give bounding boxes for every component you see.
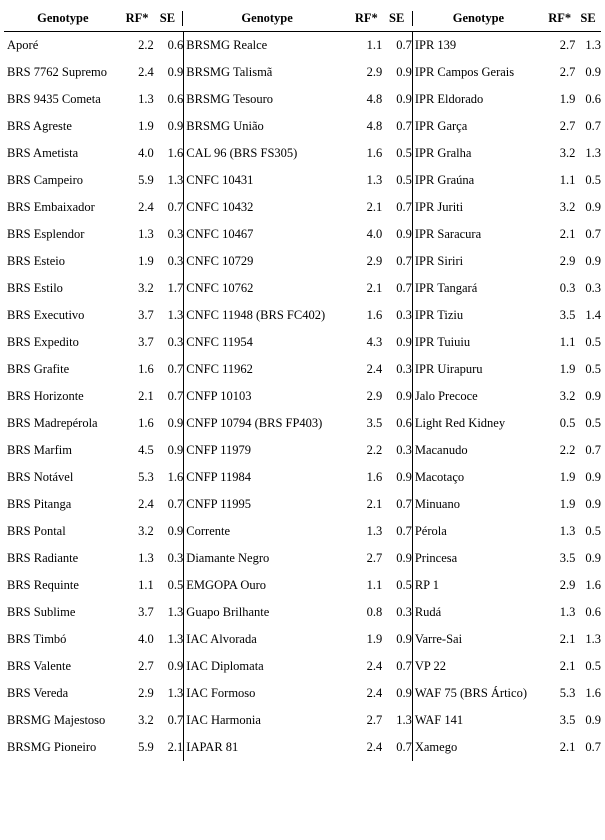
rf-cell: 3.7	[138, 335, 154, 349]
genotype-cell: BRS Grafite	[7, 362, 70, 376]
rf-cell: 1.9	[138, 119, 154, 133]
rf-cell: 2.4	[138, 200, 154, 214]
se-cell: 0.6	[585, 92, 601, 106]
header-genotype: Genotype	[412, 11, 545, 26]
rf-cell: 3.5	[559, 713, 576, 727]
rf-cell: 2.9	[366, 389, 383, 403]
rf-cell: 2.9	[366, 254, 383, 268]
se-cell: 0.9	[585, 200, 601, 214]
rf-cell: 2.9	[559, 578, 576, 592]
header-rf: RF*	[354, 11, 378, 25]
rf-cell: 4.0	[366, 227, 383, 241]
rf-cell: 4.5	[138, 443, 154, 457]
rf-cell: 1.9	[559, 497, 576, 511]
se-cell: 0.7	[585, 227, 601, 241]
genotype-cell: IAPAR 81	[186, 740, 239, 754]
genotype-cell: BRS Agreste	[7, 119, 72, 133]
se-cell: 0.9	[585, 551, 601, 565]
genotype-cell: CNFP 11984	[186, 470, 252, 484]
rf-cell: 3.5	[559, 551, 576, 565]
se-cell: 0.5	[585, 524, 601, 538]
rf-cell: 3.7	[138, 308, 154, 322]
se-cell: 0.7	[167, 497, 184, 511]
rf-cell: 3.2	[138, 713, 154, 727]
genotype-cell: BRSMG Talismã	[186, 65, 273, 79]
rf-cell: 1.9	[559, 470, 576, 484]
rf-cell: 3.2	[138, 524, 154, 538]
table-row	[4, 437, 601, 464]
rf-cell: 4.8	[366, 119, 383, 133]
header-genotype: Genotype	[182, 11, 350, 26]
genotype-cell: IPR 139	[414, 38, 457, 52]
header-se: SE	[580, 11, 596, 25]
se-cell: 0.3	[167, 254, 184, 268]
genotype-cell: BRSMG União	[186, 119, 264, 133]
se-cell: 0.7	[396, 497, 412, 511]
se-cell: 0.9	[396, 335, 412, 349]
rf-cell: 2.7	[138, 659, 154, 673]
genotype-cell: BRSMG Tesouro	[186, 92, 274, 106]
se-cell: 0.9	[585, 470, 601, 484]
se-cell: 1.3	[167, 605, 184, 619]
se-cell: 0.9	[396, 551, 412, 565]
rf-cell: 3.7	[138, 605, 154, 619]
genotype-cell: BRS Esplendor	[7, 227, 85, 241]
table-row	[4, 59, 601, 86]
se-cell: 0.5	[167, 578, 184, 592]
rf-cell: 3.2	[138, 281, 154, 295]
genotype-cell: BRS Campeiro	[7, 173, 84, 187]
se-cell: 1.3	[167, 632, 184, 646]
se-cell: 1.3	[585, 38, 601, 52]
se-cell: 0.3	[167, 551, 184, 565]
rf-cell: 1.1	[559, 173, 576, 187]
rf-cell: 5.9	[138, 173, 154, 187]
rf-cell: 0.8	[366, 605, 383, 619]
se-cell: 0.7	[585, 119, 601, 133]
se-cell: 0.3	[396, 362, 412, 376]
genotype-cell: BRS Esteio	[7, 254, 65, 268]
genotype-cell: EMGOPA Ouro	[186, 578, 267, 592]
rf-cell: 3.5	[366, 416, 383, 430]
genotype-cell: IPR Saracura	[414, 227, 482, 241]
rf-cell: 1.3	[559, 524, 576, 538]
rf-cell: 2.4	[366, 740, 383, 754]
rf-cell: 2.1	[559, 632, 576, 646]
se-cell: 0.9	[167, 119, 184, 133]
header-genotype: Genotype	[37, 11, 89, 25]
genotype-cell: IPR Garça	[414, 119, 468, 133]
genotype-cell: BRSMG Majestoso	[7, 713, 106, 727]
se-cell: 0.9	[396, 686, 412, 700]
rf-cell: 2.1	[366, 200, 383, 214]
rf-cell: 2.7	[366, 551, 383, 565]
table-row	[4, 599, 601, 626]
column-divider	[183, 32, 184, 761]
se-cell: 1.3	[396, 713, 412, 727]
rf-cell: 4.3	[366, 335, 383, 349]
rf-cell: 1.6	[138, 362, 154, 376]
rf-cell: 3.5	[559, 308, 576, 322]
rf-cell: 1.6	[366, 308, 383, 322]
rf-cell: 1.1	[366, 38, 383, 52]
genotype-cell: CNFC 11954	[186, 335, 253, 349]
genotype-cell: CAL 96 (BRS FS305)	[186, 146, 298, 160]
table-row	[4, 572, 601, 599]
se-cell: 0.6	[396, 416, 412, 430]
genotype-cell: CNFP 11979	[186, 443, 252, 457]
se-cell: 0.9	[167, 416, 184, 430]
rf-cell: 1.9	[559, 362, 576, 376]
table-header	[4, 6, 601, 32]
se-cell: 0.7	[585, 443, 601, 457]
rf-cell: 2.9	[366, 65, 383, 79]
se-cell: 0.3	[396, 605, 412, 619]
se-cell: 1.3	[585, 146, 601, 160]
genotype-cell: IAC Diplomata	[186, 659, 264, 673]
rf-cell: 1.1	[138, 578, 154, 592]
table-row	[4, 86, 601, 113]
genotype-cell: BRS Sublime	[7, 605, 76, 619]
se-cell: 0.9	[585, 497, 601, 511]
se-cell: 0.6	[167, 38, 184, 52]
rf-cell: 2.2	[559, 443, 576, 457]
table-row	[4, 707, 601, 734]
table-row	[4, 356, 601, 383]
rf-cell: 2.4	[138, 497, 154, 511]
genotype-cell: IPR Tangará	[414, 281, 478, 295]
rf-cell: 2.1	[559, 659, 576, 673]
se-cell: 0.7	[167, 389, 184, 403]
table-row	[4, 32, 601, 59]
genotype-cell: CNFP 10794 (BRS FP403)	[186, 416, 323, 430]
se-cell: 0.3	[396, 443, 412, 457]
se-cell: 0.7	[396, 200, 412, 214]
table-row	[4, 167, 601, 194]
genotype-cell: Rudá	[414, 605, 442, 619]
se-cell: 0.9	[396, 227, 412, 241]
genotype-cell: BRSMG Realce	[186, 38, 268, 52]
genotype-cell: CNFC 10431	[186, 173, 254, 187]
genotype-cell: Macanudo	[414, 443, 468, 457]
genotype-cell: CNFC 11962	[186, 362, 253, 376]
se-cell: 1.4	[585, 308, 601, 322]
se-cell: 0.6	[585, 605, 601, 619]
rf-cell: 2.4	[366, 362, 383, 376]
table-row	[4, 221, 601, 248]
rf-cell: 1.9	[138, 254, 154, 268]
genotype-cell: BRS Notável	[7, 470, 74, 484]
se-cell: 1.6	[167, 146, 184, 160]
se-cell: 1.6	[167, 470, 184, 484]
rf-cell: 5.3	[138, 470, 154, 484]
genotype-cell: CNFC 11948 (BRS FC402)	[186, 308, 326, 322]
genotype-cell: BRS Pitanga	[7, 497, 72, 511]
se-cell: 0.7	[167, 713, 184, 727]
genotype-cell: Corrente	[186, 524, 231, 538]
se-cell: 0.7	[396, 254, 412, 268]
genotype-cell: BRS Horizonte	[7, 389, 84, 403]
se-cell: 0.5	[396, 578, 412, 592]
rf-cell: 0.5	[559, 416, 576, 430]
genotype-cell: Aporé	[7, 38, 39, 52]
table-row	[4, 383, 601, 410]
rf-cell: 3.2	[559, 200, 576, 214]
se-cell: 0.9	[167, 65, 184, 79]
se-cell: 1.3	[585, 632, 601, 646]
rf-cell: 4.8	[366, 92, 383, 106]
rf-cell: 2.1	[366, 281, 383, 295]
se-cell: 0.5	[396, 146, 412, 160]
se-cell: 0.3	[585, 281, 601, 295]
se-cell: 0.9	[585, 389, 601, 403]
se-cell: 0.9	[167, 524, 184, 538]
genotype-cell: IAC Harmonia	[186, 713, 261, 727]
rf-cell: 2.1	[366, 497, 383, 511]
genotype-cell: IAC Alvorada	[186, 632, 257, 646]
genotype-cell: Princesa	[414, 551, 458, 565]
se-cell: 0.7	[396, 659, 412, 673]
genotype-cell: IPR Juriti	[414, 200, 464, 214]
genotype-cell: Varre-Sai	[414, 632, 463, 646]
table-row	[4, 653, 601, 680]
rf-cell: 2.2	[138, 38, 154, 52]
genotype-cell: BRS Ametista	[7, 146, 79, 160]
genotype-cell: BRS Vereda	[7, 686, 69, 700]
se-cell: 0.5	[585, 659, 601, 673]
genotype-cell: IPR Tuiuiu	[414, 335, 471, 349]
se-cell: 0.9	[396, 92, 412, 106]
genotype-cell: BRS Requinte	[7, 578, 79, 592]
rf-cell: 5.9	[138, 740, 154, 754]
se-cell: 0.5	[585, 335, 601, 349]
genotype-cell: CNFP 11995	[186, 497, 252, 511]
genotype-cell: BRS Radiante	[7, 551, 79, 565]
se-cell: 2.1	[167, 740, 184, 754]
genotype-cell: IPR Eldorado	[414, 92, 484, 106]
genotype-cell: BRS 7762 Supremo	[7, 65, 108, 79]
table-row	[4, 680, 601, 707]
se-cell: 0.9	[396, 389, 412, 403]
table-row	[4, 545, 601, 572]
table-row	[4, 410, 601, 437]
genotype-cell: BRS Pontal	[7, 524, 66, 538]
table-row	[4, 194, 601, 221]
genotype-table	[4, 6, 601, 761]
genotype-cell: BRS Executivo	[7, 308, 85, 322]
genotype-cell: CNFC 10467	[186, 227, 254, 241]
rf-cell: 4.0	[138, 632, 154, 646]
se-cell: 0.7	[585, 740, 601, 754]
table-row	[4, 734, 601, 761]
table-row	[4, 329, 601, 356]
rf-cell: 5.3	[559, 686, 576, 700]
genotype-cell: BRS Expedito	[7, 335, 79, 349]
rf-cell: 1.3	[138, 551, 154, 565]
genotype-cell: IPR Campos Gerais	[414, 65, 515, 79]
se-cell: 0.6	[167, 92, 184, 106]
table-row	[4, 464, 601, 491]
genotype-cell: BRS Marfim	[7, 443, 72, 457]
se-cell: 0.7	[396, 281, 412, 295]
rf-cell: 2.1	[138, 389, 154, 403]
se-cell: 0.3	[396, 308, 412, 322]
se-cell: 0.7	[167, 200, 184, 214]
rf-cell: 1.9	[366, 632, 383, 646]
genotype-cell: WAF 141	[414, 713, 464, 727]
genotype-cell: IPR Uirapuru	[414, 362, 483, 376]
genotype-cell: Xamego	[414, 740, 458, 754]
rf-cell: 2.4	[366, 686, 383, 700]
genotype-cell: IAC Formoso	[186, 686, 256, 700]
rf-cell: 3.2	[559, 146, 576, 160]
genotype-cell: Minuano	[414, 497, 460, 511]
rf-cell: 1.6	[138, 416, 154, 430]
genotype-cell: BRS Madrepérola	[7, 416, 98, 430]
se-cell: 1.3	[167, 686, 184, 700]
se-cell: 0.9	[585, 65, 601, 79]
se-cell: 0.5	[396, 173, 412, 187]
se-cell: 0.9	[396, 470, 412, 484]
table-row	[4, 140, 601, 167]
se-cell: 0.9	[396, 632, 412, 646]
rf-cell: 1.6	[366, 470, 383, 484]
genotype-cell: BRS 9435 Cometa	[7, 92, 101, 106]
rf-cell: 1.1	[366, 578, 383, 592]
table-body	[4, 32, 601, 761]
genotype-cell: Light Red Kidney	[414, 416, 506, 430]
genotype-cell: Jalo Precoce	[414, 389, 478, 403]
se-cell: 0.9	[585, 254, 601, 268]
se-cell: 1.6	[585, 686, 601, 700]
header-rf: RF*	[548, 11, 572, 25]
genotype-cell: IPR Graúna	[414, 173, 475, 187]
genotype-cell: Pérola	[414, 524, 447, 538]
genotype-cell: RP 1	[414, 578, 440, 592]
header-se: SE	[159, 11, 176, 25]
se-cell: 0.5	[585, 416, 601, 430]
column-divider	[412, 32, 413, 761]
se-cell: 0.9	[396, 65, 412, 79]
rf-cell: 2.1	[559, 740, 576, 754]
rf-cell: 1.3	[366, 524, 383, 538]
se-cell: 0.9	[585, 713, 601, 727]
header-rf: RF*	[125, 11, 149, 25]
rf-cell: 4.0	[138, 146, 154, 160]
rf-cell: 2.7	[559, 119, 576, 133]
genotype-cell: BRS Estilo	[7, 281, 63, 295]
rf-cell: 2.2	[366, 443, 383, 457]
table-row	[4, 491, 601, 518]
genotype-cell: IPR Siriri	[414, 254, 464, 268]
table-row	[4, 302, 601, 329]
genotype-cell: CNFC 10432	[186, 200, 254, 214]
se-cell: 1.6	[585, 578, 601, 592]
table-row	[4, 275, 601, 302]
rf-cell: 2.7	[559, 38, 576, 52]
genotype-cell: BRS Timbó	[7, 632, 67, 646]
rf-cell: 2.9	[559, 254, 576, 268]
genotype-cell: Diamante Negro	[186, 551, 270, 565]
rf-cell: 1.6	[366, 146, 383, 160]
table-row	[4, 626, 601, 653]
genotype-cell: IPR Gralha	[414, 146, 472, 160]
rf-cell: 2.4	[138, 65, 154, 79]
genotype-cell: IPR Tiziu	[414, 308, 464, 322]
se-cell: 1.7	[167, 281, 184, 295]
genotype-cell: BRSMG Pioneiro	[7, 740, 97, 754]
se-cell: 0.9	[167, 443, 184, 457]
genotype-cell: CNFC 10762	[186, 281, 254, 295]
rf-cell: 1.3	[138, 227, 154, 241]
se-cell: 0.7	[167, 362, 184, 376]
genotype-cell: CNFC 10729	[186, 254, 254, 268]
rf-cell: 1.3	[559, 605, 576, 619]
table-row	[4, 518, 601, 545]
se-cell: 0.5	[585, 173, 601, 187]
se-cell: 1.3	[167, 173, 184, 187]
rf-cell: 2.1	[559, 227, 576, 241]
se-cell: 0.7	[396, 38, 412, 52]
rf-cell: 1.9	[559, 92, 576, 106]
header-se: SE	[389, 11, 405, 25]
genotype-cell: CNFP 10103	[186, 389, 252, 403]
rf-cell: 2.7	[366, 713, 383, 727]
table-row	[4, 113, 601, 140]
se-cell: 0.9	[167, 659, 184, 673]
rf-cell: 1.1	[559, 335, 576, 349]
rf-cell: 1.3	[366, 173, 383, 187]
se-cell: 0.5	[585, 362, 601, 376]
se-cell: 0.7	[396, 740, 412, 754]
rf-cell: 2.4	[366, 659, 383, 673]
se-cell: 0.3	[167, 227, 184, 241]
se-cell: 1.3	[167, 308, 184, 322]
genotype-cell: BRS Valente	[7, 659, 72, 673]
rf-cell: 2.7	[559, 65, 576, 79]
rf-cell: 2.9	[138, 686, 154, 700]
genotype-cell: Macotaço	[414, 470, 465, 484]
genotype-cell: VP 22	[414, 659, 446, 673]
se-cell: 0.7	[396, 119, 412, 133]
genotype-cell: WAF 75 (BRS Ártico)	[414, 686, 527, 700]
se-cell: 0.7	[396, 524, 412, 538]
rf-cell: 1.3	[138, 92, 154, 106]
se-cell: 0.3	[167, 335, 184, 349]
genotype-cell: BRS Embaixador	[7, 200, 95, 214]
table-row	[4, 248, 601, 275]
rf-cell: 3.2	[559, 389, 576, 403]
rf-cell: 0.3	[559, 281, 576, 295]
genotype-cell: Guapo Brilhante	[186, 605, 270, 619]
